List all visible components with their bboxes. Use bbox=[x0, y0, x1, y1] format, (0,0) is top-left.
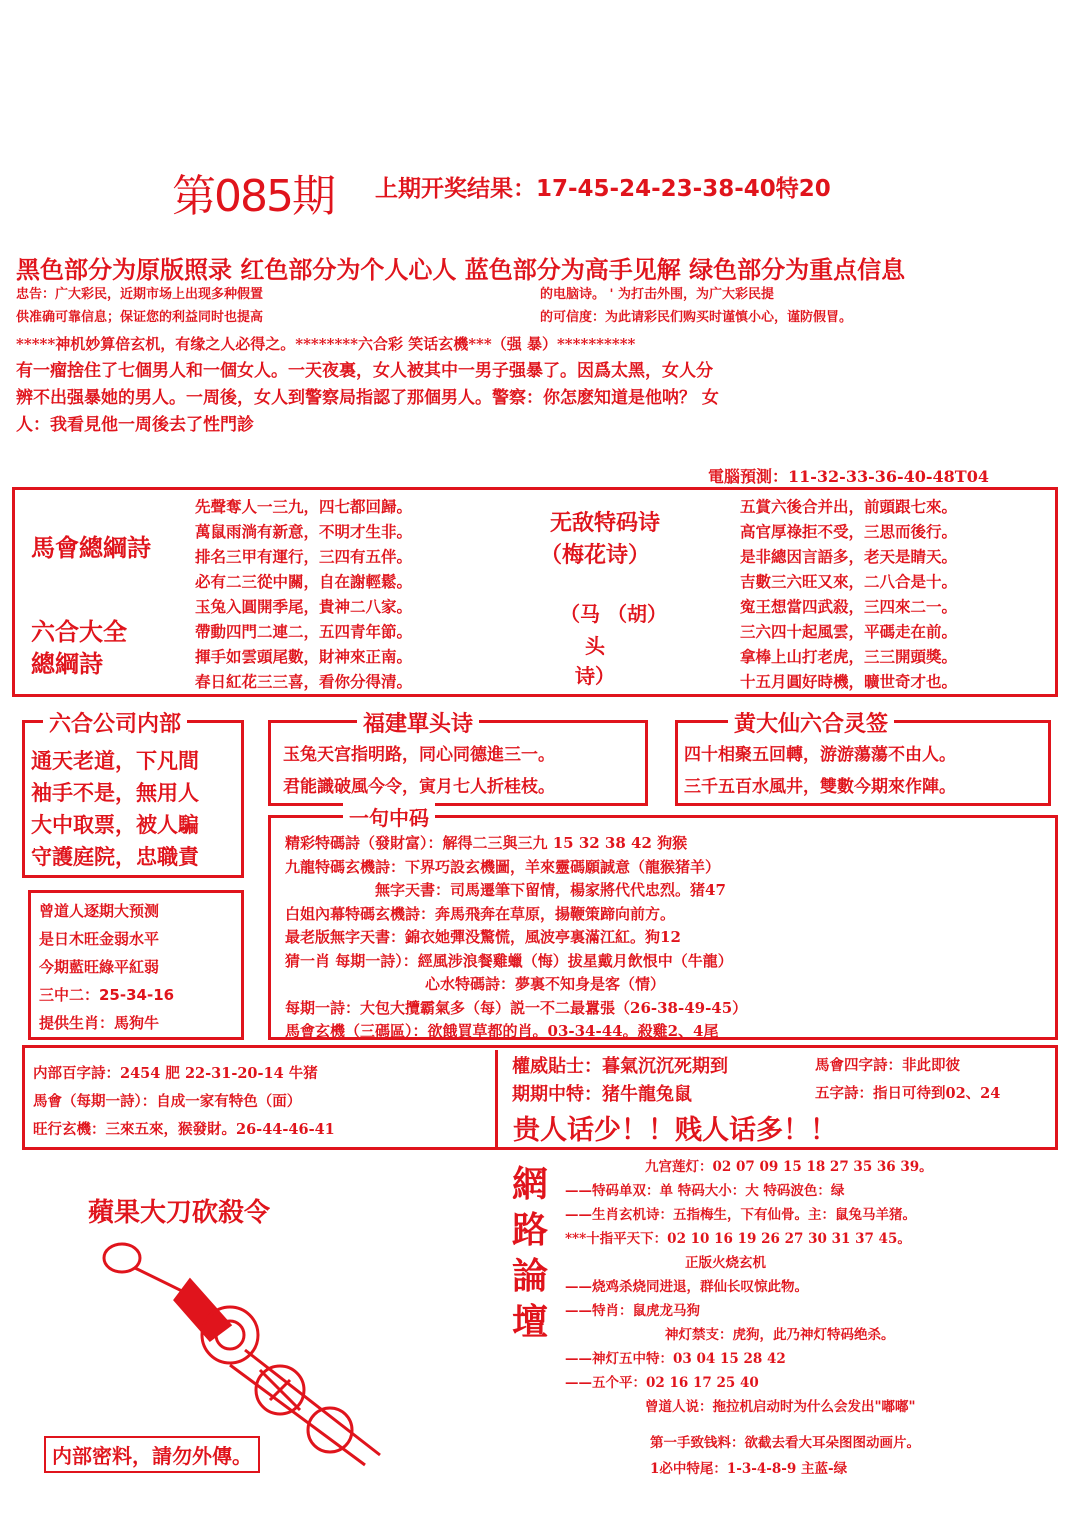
bottom-left-line: 馬會（每期一詩）：自成一家有特色（面） bbox=[33, 1093, 302, 1110]
company-line: 守護庭院，忠職責 bbox=[31, 845, 199, 869]
forum-title bbox=[512, 1162, 548, 1346]
last-result: 上期开奖结果：17-45-24-23-38-40特20 bbox=[375, 176, 831, 202]
company-line: 大中取票，被人騙 bbox=[31, 813, 199, 837]
huang-title: 黄大仙六合灵签 bbox=[728, 707, 894, 738]
zengdao-box bbox=[28, 890, 244, 1040]
forum-line: 神灯禁支：虎狗，此乃神灯特码绝杀。 bbox=[665, 1327, 895, 1343]
poem-box bbox=[12, 487, 1058, 697]
notice-1-left: 忠告：广大彩民，近期市场上出现多种假置 bbox=[16, 287, 264, 302]
poem-line: 揮手如雲頭尾數，財神來正南。 bbox=[195, 647, 413, 666]
joke-text bbox=[16, 358, 719, 439]
notice-2-right: 的可信度：为此请彩民们购买时谨慎小心，谨防假冒。 bbox=[540, 310, 853, 325]
poem-line: 必有二三從中關，自在謝輕鬆。 bbox=[195, 572, 413, 591]
poem-right bbox=[740, 494, 957, 694]
yiju-line: 白姐內幕特碼玄機詩：奔馬飛奔在草原，揚鞭策蹄向前方。 bbox=[285, 904, 676, 923]
fujian-line: 君能識破風今令，寅月七人折桂枝。 bbox=[283, 777, 555, 797]
yiju-line: 無字天書：司馬遷筆下留情，楊家將代代忠烈。猪47 bbox=[375, 881, 726, 899]
forum-title-char: 論 bbox=[512, 1256, 549, 1297]
color-legend: 黑色部分为原版照录 红色部分为个人心人 蓝色部分为高手见解 绿色部分为重点信息 bbox=[16, 256, 906, 284]
joke-line: 人：我看見他一周後去了性門診 bbox=[16, 415, 254, 435]
every-issue-special: 期期中特：猪牛龍兔鼠 bbox=[512, 1084, 692, 1105]
poem-line: 春日紅花三三喜，看你分得清。 bbox=[195, 672, 413, 691]
computer-prediction: 電腦預測：11-32-33-36-40-48T04 bbox=[708, 467, 989, 486]
zengdao-line: 今期藍旺綠平紅弱 bbox=[39, 958, 160, 976]
yiju-line: 每期一詩：大包大攬霸氣多（每）説一不二最囂張（26-38-49-45） bbox=[285, 998, 748, 1017]
sword-illustration bbox=[80, 1230, 400, 1470]
company-lines bbox=[31, 745, 199, 873]
forum-line: ——五个平：02 16 17 25 40 bbox=[565, 1375, 759, 1391]
notice-1-right: 的电脑诗。 ' 为打击外围，为广大彩民提 bbox=[540, 287, 775, 302]
yiju-line: 九龍特碼玄機詩：下界巧設玄機圖，羊來靈碼願誠意（龍猴猪羊） bbox=[285, 857, 721, 876]
poem-line: 十五月圓好時機，曠世奇才也。 bbox=[740, 672, 958, 691]
poem-line: 高官厚祿拒不受，三思而後行。 bbox=[740, 522, 958, 541]
forum-line: 九宫莲灯：02 07 09 15 18 27 35 36 39。 bbox=[645, 1159, 933, 1175]
poem-line: 先聲奪人一三九，四七都回歸。 bbox=[195, 497, 413, 516]
zengdao-line: 是日木旺金弱水平 bbox=[39, 930, 160, 948]
joke-line: 辨不出强暴她的男人。一周後，女人到警察局指認了那個男人。警察：你怎麽知道是他呐？ 女 bbox=[16, 388, 719, 408]
authority-tip: 權威貼士：暮氣沉沉死期到 bbox=[512, 1056, 728, 1077]
poem-line: 帶動四門二連二，五四青年節。 bbox=[195, 622, 413, 641]
zengdao-line: 提供生肖：馬狗牛 bbox=[39, 1014, 160, 1032]
divider bbox=[495, 1050, 498, 1150]
yiju-box bbox=[268, 806, 1058, 1040]
poem-line: 玉兔入圓開季尾，貴神二八家。 bbox=[195, 597, 413, 616]
forum-title-char: 壇 bbox=[512, 1302, 549, 1343]
bottom-left-line: 内部百字詩：2454 肥 22-31-20-14 牛猪 bbox=[33, 1065, 318, 1082]
zengdao-title: 曾道人逐期大预测 bbox=[39, 902, 160, 920]
huang-lines bbox=[684, 739, 956, 803]
company-line: 通天老道，下凡間 bbox=[31, 749, 199, 773]
poem-line: 拿棒上山打老虎，三三開頭獎。 bbox=[740, 647, 958, 666]
horse-head-poem-2: 头 bbox=[585, 634, 605, 658]
horse-head-poem-3: 诗） bbox=[575, 664, 615, 688]
forum-line: ——特肖：鼠虎龙马狗 bbox=[565, 1303, 700, 1319]
zengdao-lines bbox=[39, 897, 174, 1037]
joke-header: *****神机妙算倍玄机，有缘之人必得之。********六合彩 笑话玄機***（强 暴）********** bbox=[16, 335, 636, 353]
poem-line: 三六四十起風雲，平碼走在前。 bbox=[740, 622, 958, 641]
fujian-line: 玉兔天宫指明路，同心同德進三一。 bbox=[283, 745, 555, 765]
yiju-line: 心水特碼詩：夢裏不知身是客（情） bbox=[425, 975, 666, 993]
horse-head-poem: （马 （胡） bbox=[560, 602, 667, 626]
forum-line: ——神灯五中特：03 04 15 28 42 bbox=[565, 1351, 786, 1367]
forum-line: ——生肖玄机诗：五指梅生，下有仙骨。主：鼠兔马羊猪。 bbox=[565, 1207, 916, 1223]
yiju-line: 最老版無字天書：錦衣她彈没驚慌，風波亭裏滿江紅。狗12 bbox=[285, 928, 681, 946]
forum-footer-line: 第一手致钱料：欲截去看大耳朵图图动画片。 bbox=[650, 1435, 920, 1451]
forum-line: 曾道人说：拖拉机启动时为什么会发出"嘟嘟" bbox=[645, 1399, 916, 1415]
forum-line: ——特码单双：单 特码大小：大 特码波色：绿 bbox=[565, 1183, 845, 1199]
poem-label-2a: 六合大全 bbox=[31, 618, 127, 646]
yiju-line: 猜一肖 每期一詩）：經風涉浪餐雞蠟（悔）拔星戴月飲恨中（牛龍） bbox=[285, 951, 733, 970]
five-char-poem: 五字詩：指日可待到02、24 bbox=[815, 1085, 1001, 1102]
sword-ring-icon bbox=[104, 1244, 140, 1272]
bottom-left-line: 旺行玄機：三來五來，猴發財。26-44-46-41 bbox=[33, 1121, 335, 1138]
four-char-poem: 馬會四字詩：非此即彼 bbox=[815, 1057, 960, 1074]
huang-line: 四十相聚五回轉，游游蕩蕩不由人。 bbox=[684, 745, 956, 765]
yiju-line: 馬會玄機（三碼區）：欲餓買草都的肖。03-34-44。殺雞2、4尾 bbox=[285, 1022, 719, 1040]
company-line: 袖手不是，無用人 bbox=[31, 781, 199, 805]
bottom-left-lines bbox=[33, 1060, 335, 1144]
yiju-title: 一句中码 bbox=[343, 802, 435, 831]
special-poem-title: 无敌特码诗 bbox=[550, 511, 661, 536]
knife-footer: 内部密料，請勿外傳。 bbox=[44, 1436, 260, 1473]
zengdao-line: 三中二：25-34-16 bbox=[39, 986, 175, 1004]
fujian-title: 福建單头诗 bbox=[357, 707, 479, 738]
plum-poem-title: （梅花诗） bbox=[540, 543, 651, 568]
yiju-lines bbox=[285, 832, 747, 1044]
huang-box bbox=[675, 712, 1051, 806]
poem-line: 寃王想當四武殺，三四來二一。 bbox=[740, 597, 958, 616]
forum-title-char: 路 bbox=[512, 1210, 549, 1251]
forum-footer-line: 1必中特尾：1-3-4-8-9 主蓝-绿 bbox=[650, 1461, 848, 1477]
forum-line: ***十指平天下：02 10 16 19 26 27 30 31 37 45。 bbox=[565, 1231, 911, 1247]
fujian-lines bbox=[283, 739, 555, 803]
poem-line: 是非總因言語多，老天是睛天。 bbox=[740, 547, 958, 566]
notice-2-left: 供准确可靠信息；保证您的利益同时也提高 bbox=[16, 310, 264, 325]
forum-lines bbox=[565, 1155, 933, 1419]
joke-line: 有一瘤捨住了七個男人和一個女人。一天夜裏，女人被其中一男子强暴了。因爲太黑，女人分 bbox=[16, 361, 713, 381]
forum-line: ——烧鸡杀烧同进退，群仙长叹惊此物。 bbox=[565, 1279, 808, 1295]
forum-footer bbox=[650, 1430, 920, 1482]
fujian-box bbox=[268, 712, 648, 806]
company-title: 六合公司内部 bbox=[43, 707, 187, 738]
poem-line: 排名三甲有運行，三四有五伴。 bbox=[195, 547, 413, 566]
slogan: 贵人话少！！贱人话多！！ bbox=[513, 1115, 837, 1146]
issue-number: 第085期 bbox=[172, 171, 334, 222]
poem-line: 吉數三六旺又來，二八合是十。 bbox=[740, 572, 958, 591]
poem-label-2b: 總綱詩 bbox=[31, 650, 103, 678]
forum-line: 正版火烧玄机 bbox=[685, 1255, 766, 1271]
poem-line: 萬鼠雨淌有新意，不明才生非。 bbox=[195, 522, 413, 541]
knife-title: 蘋果大刀砍殺令 bbox=[88, 1198, 271, 1228]
forum-title-char: 網 bbox=[512, 1164, 549, 1205]
poem-line: 五賞六後合并出，前頭跟七來。 bbox=[740, 497, 958, 516]
yiju-line: 精彩特碼詩（發財富）：解得二三與三九 15 32 38 42 狗猴 bbox=[285, 834, 688, 852]
company-box bbox=[22, 712, 244, 878]
poem-left bbox=[195, 494, 412, 694]
bottom-info-box bbox=[22, 1045, 1058, 1150]
huang-line: 三千五百水風井，雙數今期來作陣。 bbox=[684, 777, 956, 797]
poem-label-1: 馬會總綱詩 bbox=[31, 534, 151, 562]
